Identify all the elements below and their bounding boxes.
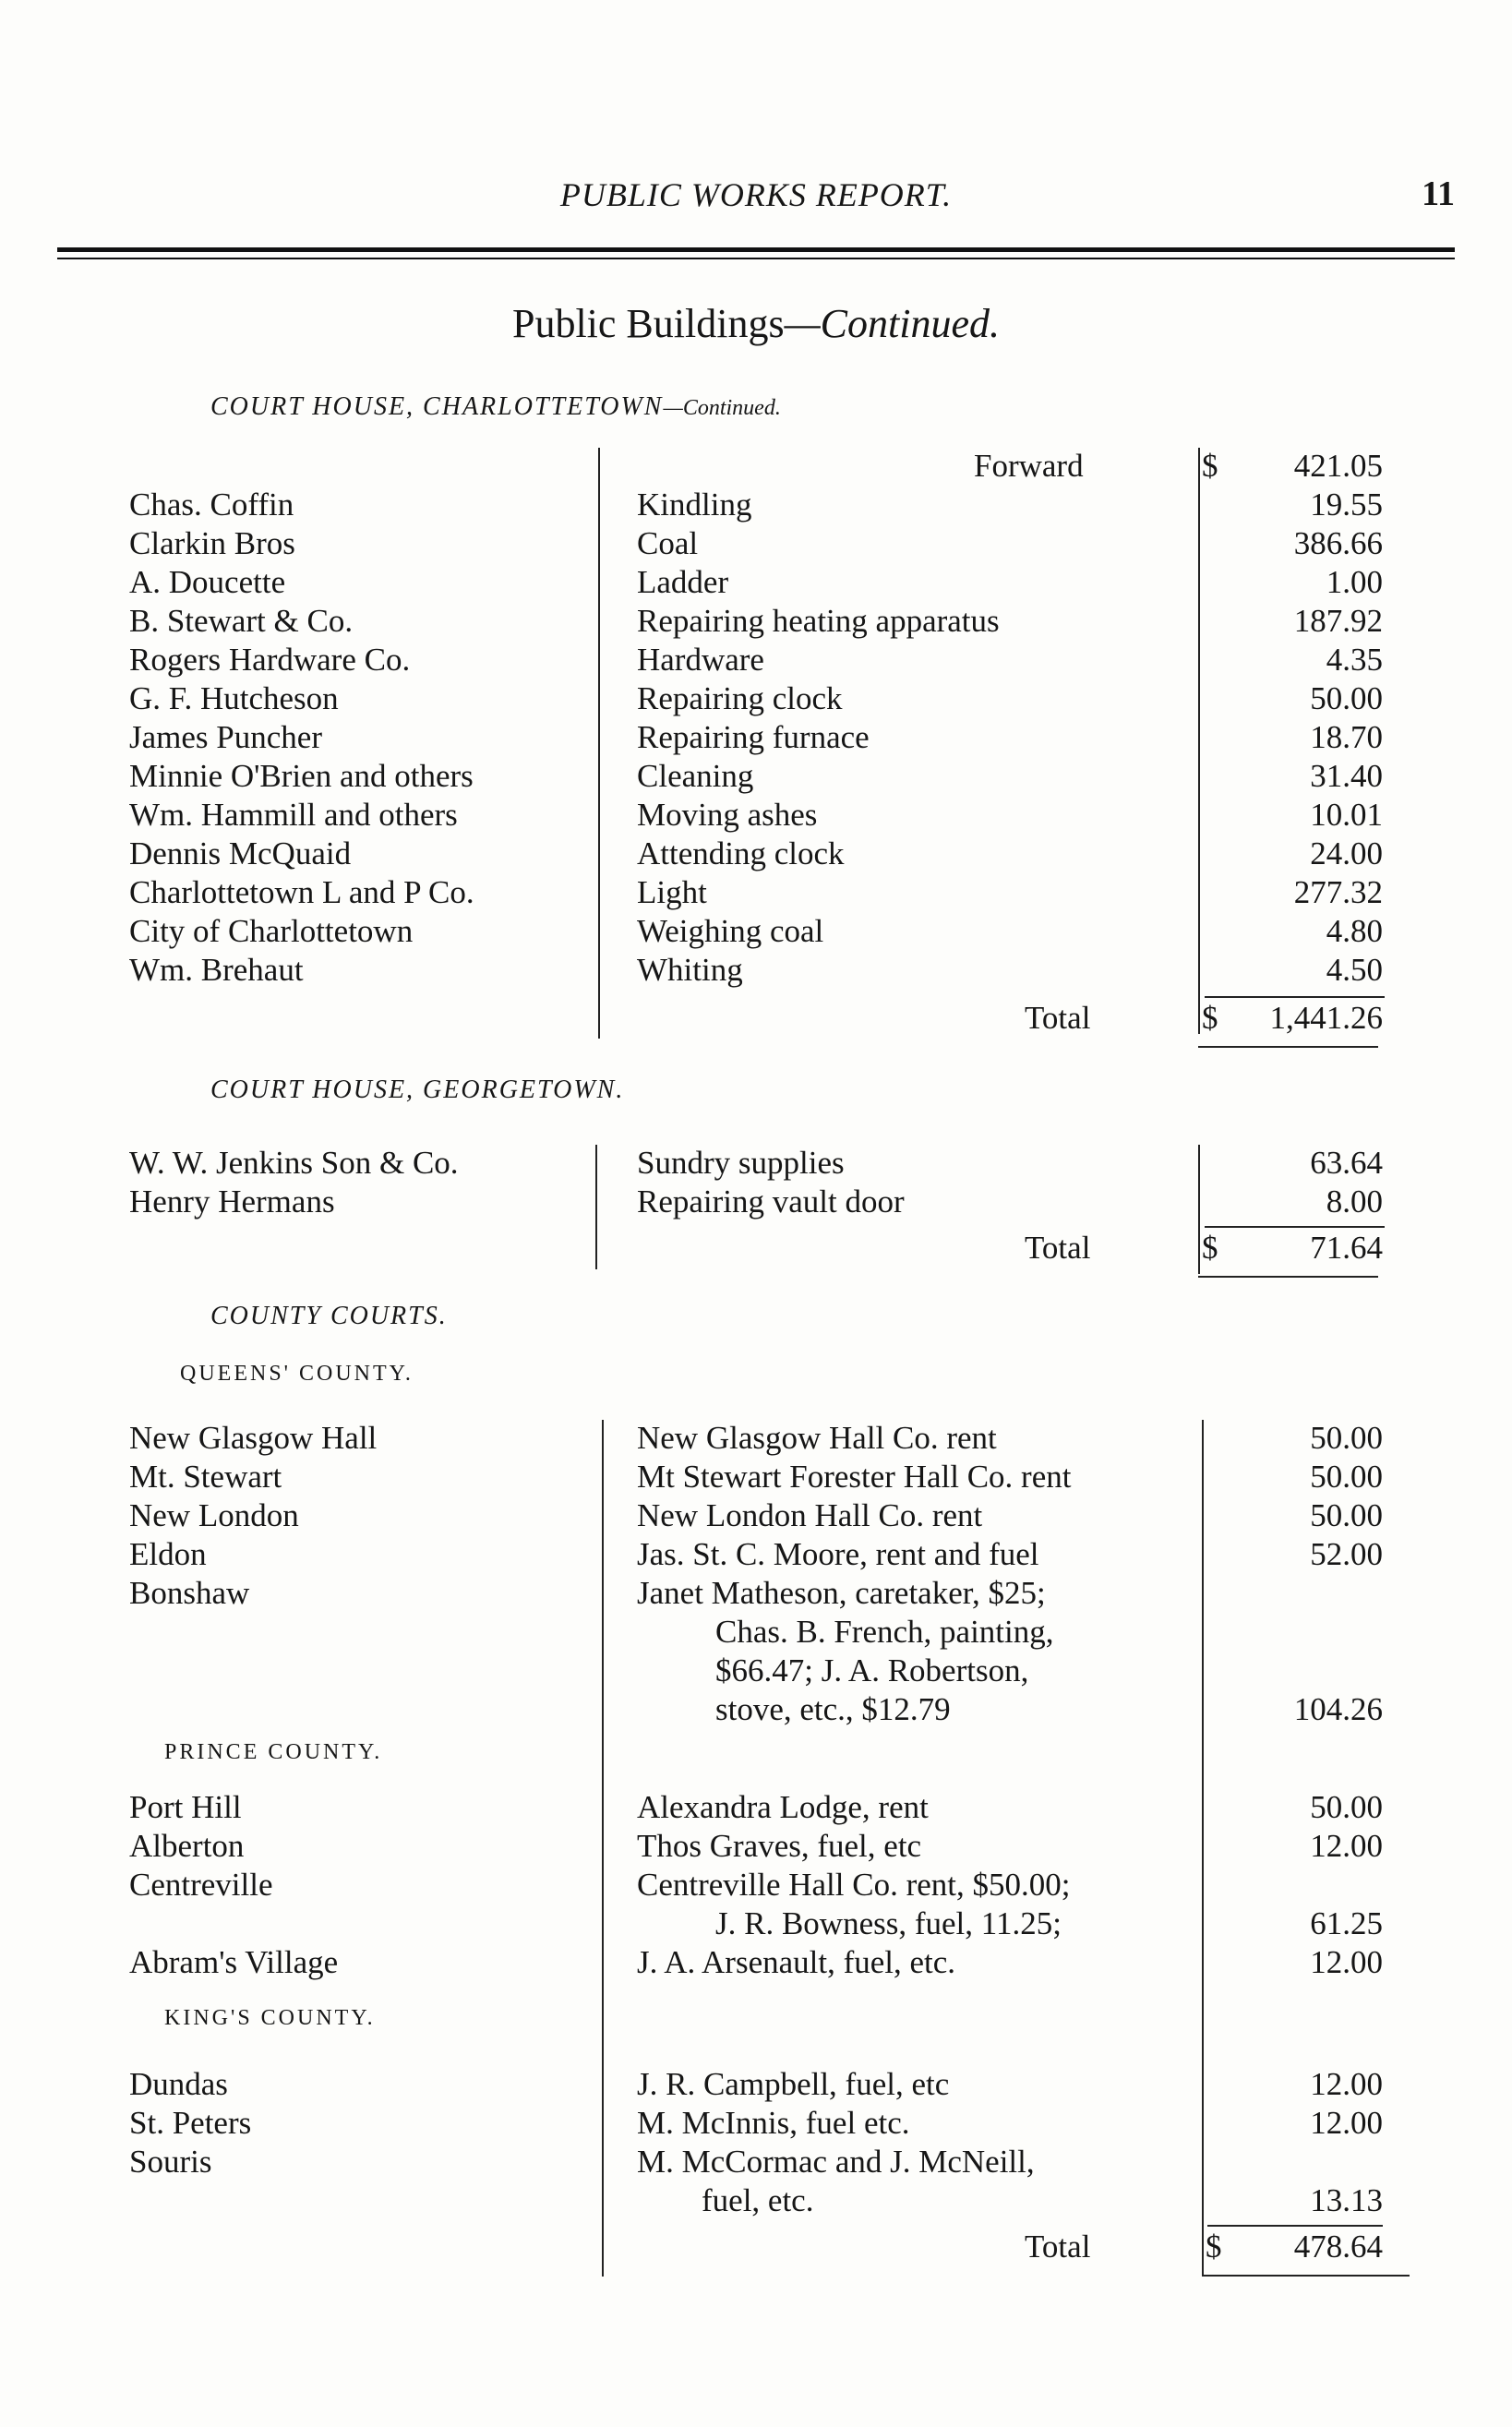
- amount: 277.32: [1293, 874, 1383, 910]
- payee: Henry Hermans: [129, 1183, 335, 1220]
- section-heading-county-courts: COUNTY COURTS.: [210, 1302, 448, 1330]
- payee: Chas. Coffin: [129, 487, 294, 523]
- amount: 50.00: [1310, 1789, 1383, 1825]
- payee: Eldon: [129, 1536, 207, 1572]
- table-row: [0, 1145, 1512, 1183]
- total-label: Total: [1025, 2229, 1091, 2265]
- item: Mt Stewart Forester Hall Co. rent: [637, 1459, 1072, 1495]
- payee: City of Charlottetown: [129, 913, 414, 949]
- table-row: [0, 1536, 1512, 1575]
- item-line: fuel, etc.: [702, 2182, 814, 2218]
- amount: 13.13: [1310, 2182, 1383, 2218]
- table-row: [0, 2144, 1512, 2182]
- forward-row: [0, 448, 1512, 487]
- item: Repairing clock: [637, 680, 843, 716]
- table-row-continued: [0, 1905, 1512, 1944]
- payee: Wm. Brehaut: [129, 952, 304, 988]
- total-underline: [1198, 1276, 1378, 1278]
- amount: 12.00: [1310, 2105, 1383, 2141]
- amount: 4.35: [1326, 642, 1383, 678]
- table-row: [0, 1497, 1512, 1536]
- item: Thos Graves, fuel, etc: [637, 1828, 922, 1864]
- header-rule-thin: [57, 258, 1455, 259]
- amount: 8.00: [1326, 1183, 1383, 1220]
- table-row-continued: [0, 2182, 1512, 2221]
- amount: 12.00: [1310, 1944, 1383, 1980]
- item-line: Centreville Hall Co. rent, $50.00;: [637, 1867, 1071, 1903]
- payee: B. Stewart & Co.: [129, 603, 354, 639]
- item-line: stove, etc., $12.79: [715, 1691, 951, 1727]
- payee: G. F. Hutcheson: [129, 680, 339, 716]
- amount: 63.64: [1310, 1145, 1383, 1181]
- item: Moving ashes: [637, 797, 818, 833]
- item: Jas. St. C. Moore, rent and fuel: [637, 1536, 1039, 1572]
- payee: James Puncher: [129, 719, 322, 755]
- amount: 24.00: [1310, 835, 1383, 871]
- sum-rule: [1207, 2225, 1383, 2227]
- total-underline: [1202, 2275, 1410, 2277]
- page-number: 11: [1422, 174, 1455, 213]
- item: New Glasgow Hall Co. rent: [637, 1420, 997, 1456]
- payee: Port Hill: [129, 1789, 242, 1825]
- amount: 10.01: [1310, 797, 1383, 833]
- table-row: [0, 1420, 1512, 1459]
- amount: 18.70: [1310, 719, 1383, 755]
- total-amount: 478.64: [1293, 2229, 1383, 2265]
- payee: Rogers Hardware Co.: [129, 642, 411, 678]
- sum-rule: [1205, 1226, 1385, 1228]
- payee: Charlottetown L and P Co.: [129, 874, 474, 910]
- item: Ladder: [637, 564, 729, 600]
- sum-rule: [1205, 996, 1385, 998]
- total-row: [0, 1230, 1512, 1268]
- table-row: [0, 487, 1512, 525]
- payee: New London: [129, 1497, 299, 1533]
- table-row: [0, 719, 1512, 758]
- item: J. A. Arsenault, fuel, etc.: [637, 1944, 956, 1980]
- amount: 386.66: [1293, 525, 1383, 561]
- table-row-continued: [0, 1652, 1512, 1691]
- table-row: [0, 797, 1512, 835]
- table-row: [0, 1867, 1512, 1905]
- item: Kindling: [637, 487, 752, 523]
- table-row: [0, 680, 1512, 719]
- table-row: [0, 2105, 1512, 2144]
- total-row: [0, 2229, 1512, 2267]
- amount: 50.00: [1310, 1420, 1383, 1456]
- amount: 4.50: [1326, 952, 1383, 988]
- payee: Mt. Stewart: [129, 1459, 282, 1495]
- item-line: $66.47; J. A. Robertson,: [715, 1652, 1029, 1688]
- payee: St. Peters: [129, 2105, 252, 2141]
- section-heading-suffix: —Continued.: [663, 396, 781, 420]
- payee: Dundas: [129, 2066, 228, 2102]
- total-amount: 71.64: [1310, 1230, 1383, 1266]
- item: Attending clock: [637, 835, 845, 871]
- table-row: [0, 2066, 1512, 2105]
- table-row: [0, 952, 1512, 991]
- queens-county-label: QUEENS' COUNTY.: [180, 1362, 414, 1386]
- amount: 4.80: [1326, 913, 1383, 949]
- amount: 12.00: [1310, 1828, 1383, 1864]
- table-row: [0, 835, 1512, 874]
- table-row: [0, 1575, 1512, 1614]
- total-amount: 1,441.26: [1269, 1000, 1383, 1036]
- header-rule-thick: [57, 247, 1455, 252]
- item-line: M. McCormac and J. McNeill,: [637, 2144, 1035, 2180]
- section-heading-georgetown: COURT HOUSE, GEORGETOWN.: [210, 1075, 625, 1104]
- table-row: [0, 1828, 1512, 1867]
- item: Alexandra Lodge, rent: [637, 1789, 929, 1825]
- payee: Minnie O'Brien and others: [129, 758, 474, 794]
- forward-dollar: $: [1202, 448, 1218, 484]
- item: Whiting: [637, 952, 743, 988]
- payee: Dennis McQuaid: [129, 835, 352, 871]
- payee: Wm. Hammill and others: [129, 797, 458, 833]
- amount: 1.00: [1326, 564, 1383, 600]
- item: Hardware: [637, 642, 764, 678]
- item: Repairing furnace: [637, 719, 870, 755]
- amount: 50.00: [1310, 1497, 1383, 1533]
- item: Coal: [637, 525, 699, 561]
- forward-amount: 421.05: [1293, 448, 1383, 484]
- amount: 52.00: [1310, 1536, 1383, 1572]
- table-row: [0, 1183, 1512, 1222]
- payee: Centreville: [129, 1867, 273, 1903]
- item: Light: [637, 874, 707, 910]
- total-dollar: $: [1202, 1230, 1218, 1266]
- table-row: [0, 758, 1512, 797]
- amount: 12.00: [1310, 2066, 1383, 2102]
- item: Repairing vault door: [637, 1183, 905, 1220]
- page-title: [0, 300, 1512, 347]
- table-row-continued: [0, 1614, 1512, 1652]
- amount: 61.25: [1310, 1905, 1383, 1941]
- item: Cleaning: [637, 758, 754, 794]
- table-row: [0, 525, 1512, 564]
- payee: A. Doucette: [129, 564, 286, 600]
- item-line: J. R. Bowness, fuel, 11.25;: [715, 1905, 1062, 1941]
- total-label: Total: [1025, 1000, 1091, 1036]
- amount: 50.00: [1310, 680, 1383, 716]
- table-row: [0, 603, 1512, 642]
- table-row: [0, 874, 1512, 913]
- payee: Clarkin Bros: [129, 525, 295, 561]
- title-continued: —Continued.: [784, 301, 1001, 346]
- total-dollar: $: [1202, 1000, 1218, 1036]
- running-title: PUBLIC WORKS REPORT.: [559, 176, 953, 213]
- table-row-continued: [0, 1691, 1512, 1730]
- payee: Bonshaw: [129, 1575, 250, 1611]
- total-dollar: $: [1206, 2229, 1222, 2265]
- table-row: [0, 1459, 1512, 1497]
- item: Sundry supplies: [637, 1145, 845, 1181]
- item: Repairing heating apparatus: [637, 603, 1000, 639]
- total-underline: [1198, 1046, 1378, 1048]
- table-row: [0, 913, 1512, 952]
- item-line: Janet Matheson, caretaker, $25;: [637, 1575, 1046, 1611]
- table-row: [0, 564, 1512, 603]
- item: New London Hall Co. rent: [637, 1497, 983, 1533]
- item: Weighing coal: [637, 913, 824, 949]
- section-heading-charlottetown: [210, 392, 781, 422]
- forward-label: Forward: [974, 448, 1084, 484]
- amount: 187.92: [1293, 603, 1383, 639]
- section-heading-text: COURT HOUSE, CHARLOTTETOWN: [210, 392, 664, 421]
- title-main: Public Buildings: [511, 301, 785, 346]
- total-label: Total: [1025, 1230, 1091, 1266]
- item: M. McInnis, fuel etc.: [637, 2105, 910, 2141]
- prince-county-label: PRINCE COUNTY.: [164, 1740, 383, 1764]
- payee: W. W. Jenkins Son & Co.: [129, 1145, 459, 1181]
- amount: 31.40: [1310, 758, 1383, 794]
- payee: New Glasgow Hall: [129, 1420, 378, 1456]
- kings-county-label: KING'S COUNTY.: [164, 2006, 376, 2030]
- table-row: [0, 1789, 1512, 1828]
- item-line: Chas. B. French, painting,: [715, 1614, 1054, 1650]
- amount: 104.26: [1293, 1691, 1383, 1727]
- amount: 50.00: [1310, 1459, 1383, 1495]
- payee: Alberton: [129, 1828, 245, 1864]
- payee: Souris: [129, 2144, 212, 2180]
- amount: 19.55: [1310, 487, 1383, 523]
- item: J. R. Campbell, fuel, etc: [637, 2066, 950, 2102]
- total-row: [0, 1000, 1512, 1039]
- table-row: [0, 1944, 1512, 1983]
- payee: Abram's Village: [129, 1944, 339, 1980]
- table-row: [0, 642, 1512, 680]
